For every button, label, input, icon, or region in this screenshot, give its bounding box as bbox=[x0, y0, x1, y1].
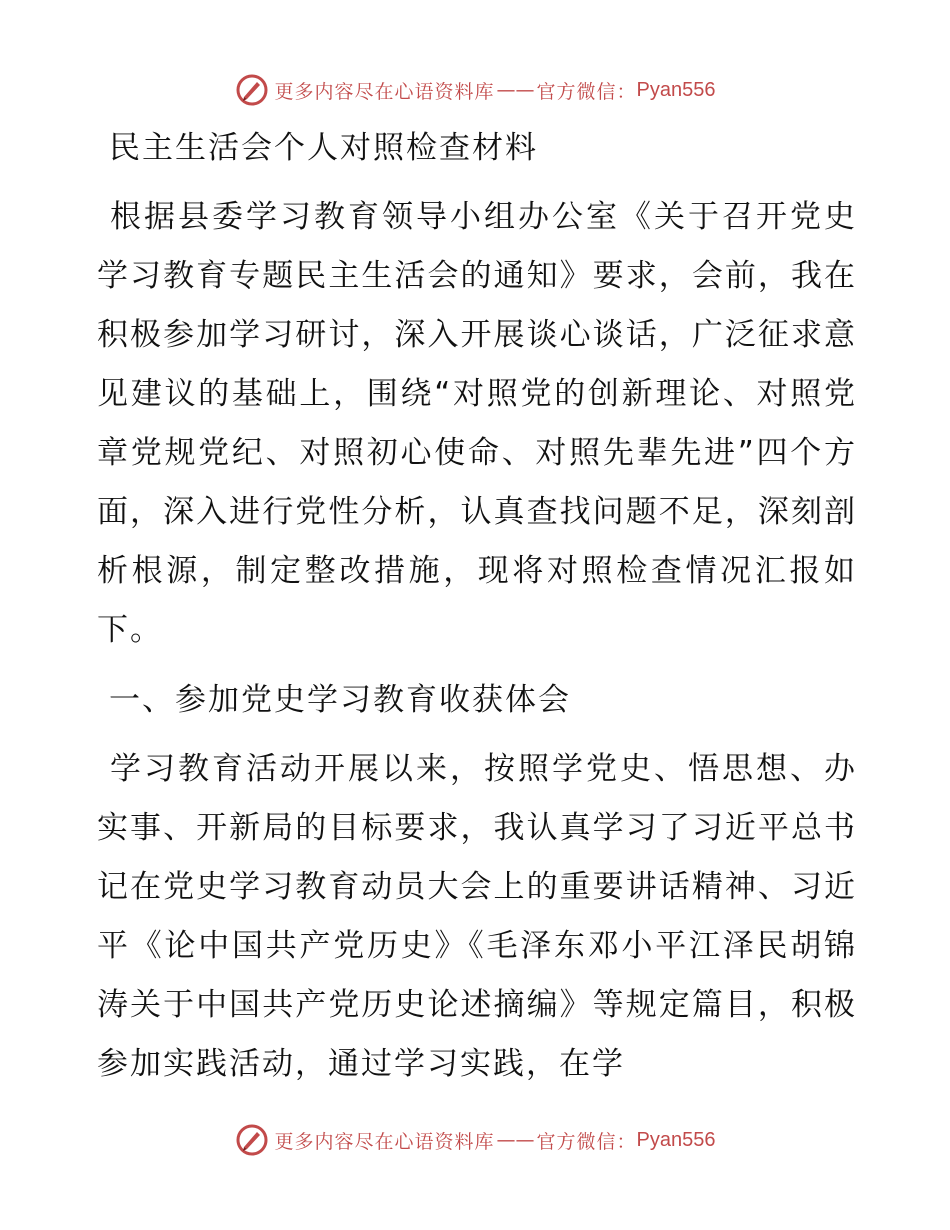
watermark-wechat-label: 官方微信： bbox=[536, 1130, 637, 1153]
watermark-wechat-label: 官方微信： bbox=[536, 80, 637, 103]
paragraph-section-1-text: 学习教育活动开展以来，按照学党史、悟思想、办实事、开新局的目标要求，我认真学习了习近平总书记在党史学习教育动员大会上的重要讲话精神、习近平《论中国共产党历史》《毛泽东邓小平江泽民胡锦涛关于中国共产党历史论述摘编》等规定篇目，积极参加实践活动，通过学习实践，在学 bbox=[97, 751, 857, 1082]
document-body bbox=[97, 118, 857, 1104]
bottom-watermark-banner bbox=[0, 1120, 950, 1160]
document-title: 民主生活会个人对照检查材料 bbox=[109, 130, 538, 166]
paragraph-section-1 bbox=[97, 740, 857, 1094]
watermark-wechat-id: Pyan556 bbox=[636, 78, 716, 101]
watermark-separator: —— bbox=[496, 1129, 535, 1151]
section-heading-1: 一、参加党史学习教育收获体会 bbox=[109, 682, 571, 718]
pen-logo-icon bbox=[235, 1123, 269, 1157]
top-watermark-banner bbox=[0, 70, 950, 110]
watermark-text: 更多内容尽在心语资料库 bbox=[274, 1130, 495, 1153]
paragraph-intro bbox=[97, 188, 857, 660]
watermark-text: 更多内容尽在心语资料库 bbox=[274, 80, 495, 103]
paragraph-intro-text: 根据县委学习教育领导小组办公室《关于召开党史学习教育专题民主生活会的通知》要求，会前，我在积极参加学习研讨，深入开展谈心谈话，广泛征求意见建议的基础上，围绕“对照党的创新理论、对照党章党规党纪、对照初心使命、对照先辈先进”四个方面，深入进行党性分析，认真查找问题不足，深刻剖析根源，制定整改措施，现将对照检查情况汇报如下。 bbox=[97, 199, 857, 648]
watermark-wechat-id: Pyan556 bbox=[636, 1128, 716, 1151]
watermark-separator: —— bbox=[496, 79, 535, 101]
pen-logo-icon bbox=[235, 73, 269, 107]
